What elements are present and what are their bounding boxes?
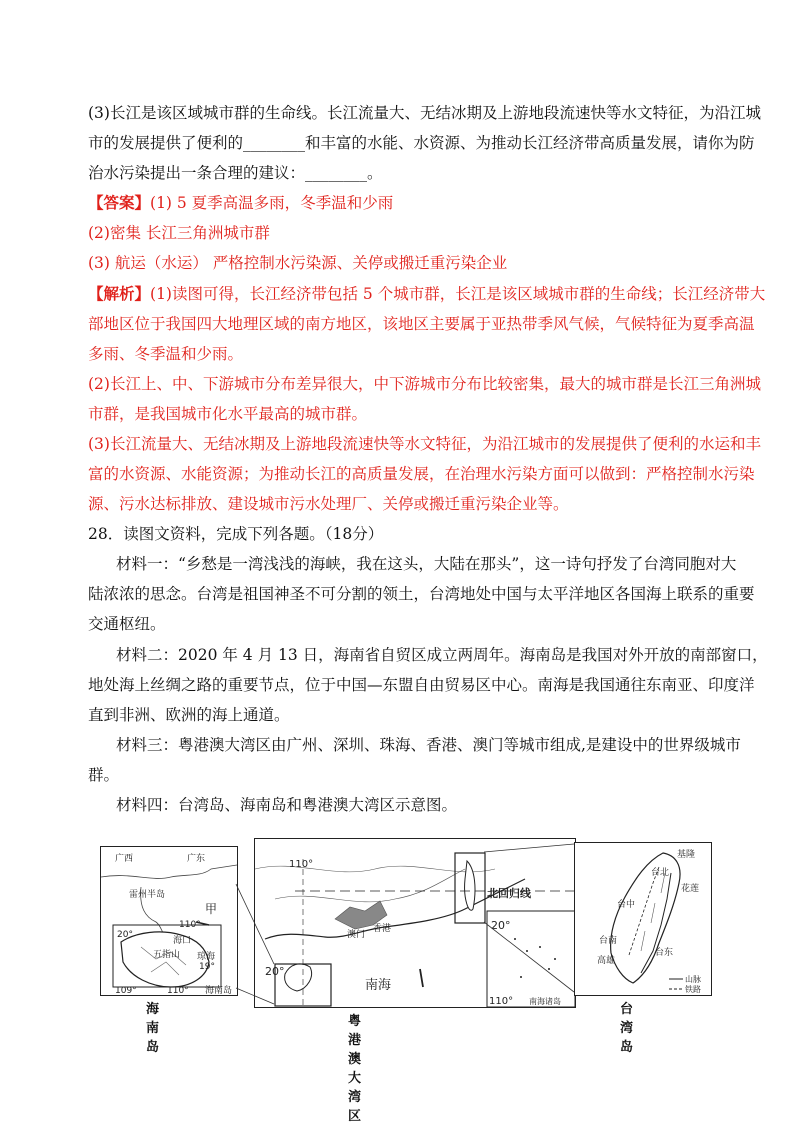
analysis-line: 部地区位于我国四大地理区域的南方地区，该地区主要属于亚热带季风气候，气候特征为夏季高温 [88,315,755,333]
material-line: 群。 [88,766,120,784]
material-line: 材料一：“乡愁是一湾浅浅的海峡，我在这头，大陆在那头”，这一诗句抒发了台湾同胞对大 [116,555,737,573]
label-south-sea: 南海 [365,978,392,993]
connector-lines [100,838,720,1008]
material-line: 材料四：台湾岛、海南岛和粤港澳大湾区示意图。 [116,796,458,814]
caption-hainan: 海南岛 [146,1002,160,1055]
label-south-sea-islands: 南海诸岛 [529,997,561,1006]
label-wuzhishan: 五指山 [153,950,181,960]
analysis-line [88,282,765,304]
caption-bay-area: 粤港澳大湾区 [348,1014,362,1124]
label-lat20-left: 20° [265,965,285,978]
label-tropic-cancer: 北回归线 [487,887,531,900]
analysis-tag: 【解析】 [88,284,151,303]
label-hongkong: 香港 [373,924,392,934]
answer-text: (1) 5 夏季高温多雨，冬季温和少雨 [150,194,394,212]
material-line: 陆浓浓的思念。台湾是祖国神圣不可分割的领土，台湾地处中国与太平洋地区各国海上联系的重要 [88,585,755,603]
material-line: 材料二：2020 年 4 月 13 日，海南省自贸区成立两周年。海南岛是我国对外开放的南部窗口， [116,646,768,664]
label-taipei: 台北 [651,868,670,878]
label-lon109: 109° [115,986,137,995]
material-line: 直到非洲、欧洲的海上通道。 [88,706,290,724]
legend-mountains: 山脉 [685,975,701,984]
label-haikou: 海口 [173,936,192,946]
analysis-text: (1)读图可得，长江经济带包括 5 个城市群，长江是该区域城市群的生命线；长江经济带大 [150,285,766,303]
label-hainan-inset: 海南岛 [205,986,233,995]
label-taichung: 台中 [617,900,636,910]
label-keelung: 基隆 [677,850,696,860]
analysis-line: 源、污水达标排放、建设城市污水处理厂、关停或搬迁重污染企业等。 [88,495,569,513]
question-stem: 28．读图文资料，完成下列各题。（18分） [88,525,384,543]
label-guangxi: 广西 [115,854,134,864]
question-line: 治水污染提出一条合理的建议：________。 [88,164,383,182]
label-tainan: 台南 [599,936,618,946]
material-line: 交通枢纽。 [88,615,166,633]
label-macau: 澳门 [347,930,366,940]
label-kaohsiung: 高雄 [597,956,616,966]
answer-line: (2)密集 长江三角洲城市群 [88,224,270,242]
answer-line: (3) 航运（水运） 严格控制水污染源、关停或搬迁重污染企业 [88,254,508,272]
label-lon110-top: 110° [289,859,314,870]
label-jia: 甲 [205,902,218,916]
label-taitung: 台东 [655,948,674,958]
question-line: 市的发展提供了便利的________和丰富的水能、水资源、为推动长江经济带高质量发展，请你为防 [88,134,755,152]
question-line: (3)长江是该区域城市群的生命线。长江流量大、无结冰期及上游地段流速快等水文特征，为沿江城 [88,104,761,122]
answer-line [88,191,393,213]
analysis-line: 富的水资源、水能资源；为推动长江的高质量发展，在治理水污染方面可以做到：严格控制水污染 [88,465,755,483]
label-lat19: 19° [199,962,215,972]
analysis-line: (2)长江上、中、下游城市分布差异很大，中下游城市分布比较密集，最大的城市群是长江三角洲城 [88,375,761,393]
material-line: 地处海上丝绸之路的重要节点，位于中国—东盟自由贸易区中心。南海是我国通往东南亚、印度洋 [88,676,755,694]
analysis-line: 多雨、冬季温和少雨。 [88,345,244,363]
analysis-line: (3)长江流量大、无结冰期及上游地段流速快等水文特征，为沿江城市的发展提供了便利的水运和丰 [88,435,761,453]
label-lon110: 110° [179,920,201,930]
analysis-line: 市群，是我国城市化水平最高的城市群。 [88,405,368,423]
answer-tag: 【答案】 [88,193,151,212]
label-hualien: 花莲 [681,884,700,894]
label-lat20: 20° [117,930,133,940]
caption-taiwan: 台湾岛 [620,1002,634,1055]
label-guangdong: 广东 [187,854,206,864]
legend-railway: 铁路 [685,985,701,994]
label-lon110-inset: 110° [489,996,514,1007]
label-lon110b: 110° [167,986,189,995]
label-qionghai: 琼海 [197,952,216,962]
label-leizhou: 雷州半岛 [129,890,166,900]
material-line: 材料三：粤港澳大湾区由广州、深圳、珠海、香港、澳门等城市组成,是建设中的世界级城市 [116,736,741,754]
label-lat20-inset: 20° [491,919,511,932]
